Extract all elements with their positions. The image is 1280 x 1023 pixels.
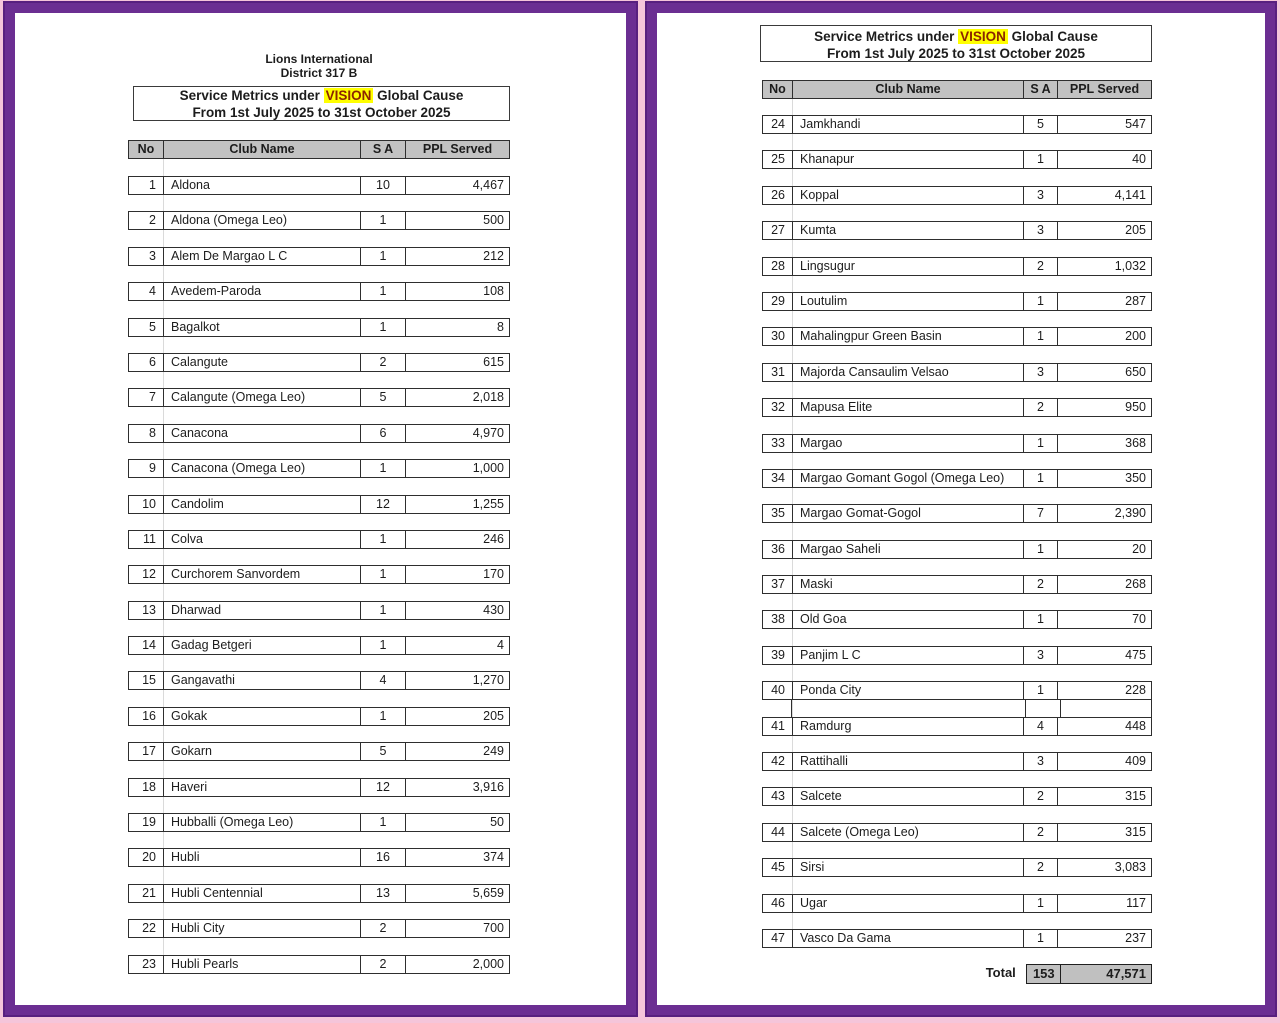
cell-club-name: Ponda City	[792, 682, 1023, 699]
cell-ppl-served: 2,018	[405, 389, 509, 406]
cell-ppl-served: 40	[1057, 151, 1151, 168]
cell-no: 13	[142, 602, 156, 617]
cell-sa: 2	[360, 354, 405, 371]
table-row	[128, 742, 510, 761]
cell-club-name: Vasco Da Gama	[792, 930, 1023, 947]
cell-sa: 5	[360, 743, 405, 760]
table-row	[762, 115, 1152, 134]
org-header	[128, 52, 510, 80]
table-row	[762, 292, 1152, 311]
cell-club-name: Canacona	[163, 425, 360, 442]
cell-ppl-served: 1,270	[405, 672, 509, 689]
cell-sa: 2	[360, 956, 405, 973]
cell-no: 42	[771, 754, 785, 769]
table-row	[762, 823, 1152, 842]
cell-no: 9	[149, 461, 156, 476]
table-row	[128, 459, 510, 478]
cell-club-name: Margao	[792, 435, 1023, 452]
cell-ppl-served: 4,141	[1057, 187, 1151, 204]
total-row	[762, 964, 1152, 984]
cell-club-name: Salcete	[792, 788, 1023, 805]
cell-sa: 3	[1023, 222, 1057, 239]
col-header-no: No	[769, 82, 786, 96]
table-row	[762, 752, 1152, 771]
cell-club-name: Old Goa	[792, 611, 1023, 628]
col-header-no: No	[137, 142, 155, 156]
cell-no: 40	[771, 683, 785, 698]
table-body	[762, 115, 1152, 948]
table-row	[128, 424, 510, 443]
cell-no: 47	[771, 930, 785, 945]
table-row	[128, 707, 510, 726]
table-header	[128, 140, 510, 159]
cell-ppl-served: 205	[405, 708, 509, 725]
cell-sa: 4	[1023, 718, 1057, 735]
cell-sa: 1	[1023, 930, 1057, 947]
cell-club-name: Curchorem Sanvordem	[163, 566, 360, 583]
table-row	[128, 813, 510, 832]
cell-no: 3	[149, 248, 156, 263]
cell-no: 14	[142, 638, 156, 653]
cell-sa: 1	[1023, 435, 1057, 452]
cell-no: 15	[142, 673, 156, 688]
cell-ppl-served: 249	[405, 743, 509, 760]
cell-no: 32	[771, 400, 785, 415]
document-page-1	[5, 3, 636, 1015]
title-highlight: VISION	[960, 29, 1006, 44]
cell-no: 7	[149, 390, 156, 405]
table-row	[762, 681, 1152, 700]
cell-ppl-served: 170	[405, 566, 509, 583]
cell-no: 45	[771, 860, 785, 875]
cell-ppl-served: 700	[405, 920, 509, 937]
table-row	[762, 540, 1152, 559]
cell-sa: 12	[360, 779, 405, 796]
cell-no: 33	[771, 435, 785, 450]
title-pre: Service Metrics under	[814, 29, 959, 44]
cell-ppl-served: 650	[1057, 364, 1151, 381]
cell-no: 6	[149, 354, 156, 369]
cell-ppl-served: 200	[1057, 328, 1151, 345]
cell-ppl-served: 287	[1057, 293, 1151, 310]
cell-ppl-served: 315	[1057, 824, 1151, 841]
table-header	[762, 80, 1152, 99]
cell-club-name: Gokak	[163, 708, 360, 725]
cell-sa: 3	[1023, 187, 1057, 204]
cell-club-name: Colva	[163, 531, 360, 548]
table-row	[762, 221, 1152, 240]
cell-ppl-served: 2,000	[405, 956, 509, 973]
table-row	[762, 929, 1152, 948]
cell-sa: 5	[360, 389, 405, 406]
cell-ppl-served: 4,970	[405, 425, 509, 442]
cell-club-name: Gokarn	[163, 743, 360, 760]
table-row	[762, 186, 1152, 205]
cell-club-name: Hubballi (Omega Leo)	[163, 814, 360, 831]
cell-sa: 2	[1023, 258, 1057, 275]
table-row	[128, 495, 510, 514]
table-row	[762, 894, 1152, 913]
table-row	[128, 211, 510, 230]
clubs-table-1	[128, 140, 510, 990]
cell-sa: 1	[360, 248, 405, 265]
cell-club-name: Majorda Cansaulim Velsao	[792, 364, 1023, 381]
cell-club-name: Avedem-Paroda	[163, 283, 360, 300]
cell-club-name: Kumta	[792, 222, 1023, 239]
table-row	[128, 282, 510, 301]
cell-ppl-served: 368	[1057, 435, 1151, 452]
cell-no: 30	[771, 329, 785, 344]
table-row	[762, 504, 1152, 523]
empty-cell	[1025, 700, 1060, 718]
cell-club-name: Bagalkot	[163, 319, 360, 336]
org-name: Lions International	[265, 52, 373, 66]
cell-no: 41	[771, 718, 785, 733]
cell-no: 46	[771, 895, 785, 910]
table-row	[762, 434, 1152, 453]
cell-no: 37	[771, 577, 785, 592]
cell-ppl-served: 2,390	[1057, 505, 1151, 522]
cell-club-name: Hubli Pearls	[163, 956, 360, 973]
cell-ppl-served: 205	[1057, 222, 1151, 239]
cell-ppl-served: 547	[1057, 116, 1151, 133]
cell-no: 44	[771, 824, 785, 839]
table-row	[762, 150, 1152, 169]
cell-club-name: Hubli	[163, 849, 360, 866]
cell-ppl-served: 1,032	[1057, 258, 1151, 275]
cell-club-name: Salcete (Omega Leo)	[792, 824, 1023, 841]
column-guide-line	[163, 159, 164, 959]
table-row	[762, 858, 1152, 877]
cell-no: 2	[149, 213, 156, 228]
cell-club-name: Alem De Margao L C	[163, 248, 360, 265]
table-row	[762, 717, 1152, 736]
cell-sa: 2	[1023, 788, 1057, 805]
report-title-box	[133, 86, 510, 121]
cell-sa: 3	[1023, 647, 1057, 664]
cell-sa: 1	[1023, 611, 1057, 628]
cell-club-name: Gadag Betgeri	[163, 637, 360, 654]
cell-no: 12	[142, 567, 156, 582]
cell-ppl-served: 246	[405, 531, 509, 548]
cell-sa: 5	[1023, 116, 1057, 133]
cell-sa: 1	[1023, 470, 1057, 487]
table-row	[762, 787, 1152, 806]
cell-sa: 1	[360, 814, 405, 831]
cell-ppl-served: 8	[405, 319, 509, 336]
empty-grid-cells-artifact	[791, 700, 1152, 718]
cell-ppl-served: 108	[405, 283, 509, 300]
cell-no: 19	[142, 815, 156, 830]
table-row	[762, 398, 1152, 417]
cell-ppl-served: 615	[405, 354, 509, 371]
report-title-line2: From 1st July 2025 to 31st October 2025	[192, 104, 451, 120]
table-row	[128, 919, 510, 938]
cell-club-name: Hubli Centennial	[163, 885, 360, 902]
cell-club-name: Jamkhandi	[792, 116, 1023, 133]
cell-club-name: Calangute	[163, 354, 360, 371]
total-label: Total	[985, 965, 1016, 981]
cell-ppl-served: 315	[1057, 788, 1151, 805]
cell-no: 23	[142, 956, 156, 971]
cell-sa: 3	[1023, 364, 1057, 381]
cell-sa: 1	[360, 637, 405, 654]
clubs-table-2	[762, 80, 1152, 984]
cell-no: 20	[142, 850, 156, 865]
cell-sa: 12	[360, 496, 405, 513]
cell-no: 24	[771, 117, 785, 131]
cell-no: 27	[771, 223, 785, 238]
table-row	[128, 318, 510, 337]
table-row	[762, 327, 1152, 346]
cell-ppl-served: 20	[1057, 541, 1151, 558]
cell-no: 5	[149, 319, 156, 334]
cell-club-name: Rattihalli	[792, 753, 1023, 770]
cell-sa: 13	[360, 885, 405, 902]
cell-ppl-served: 268	[1057, 576, 1151, 593]
cell-sa: 1	[1023, 151, 1057, 168]
table-row	[128, 388, 510, 407]
cell-ppl-served: 430	[405, 602, 509, 619]
cell-no: 18	[142, 779, 156, 794]
cell-sa: 2	[360, 920, 405, 937]
cell-club-name: Haveri	[163, 779, 360, 796]
table-row	[762, 610, 1152, 629]
title-post: Global Cause	[1007, 29, 1098, 44]
cell-ppl-served: 3,916	[405, 779, 509, 796]
cell-club-name: Hubli City	[163, 920, 360, 937]
cell-sa: 2	[1023, 399, 1057, 416]
cell-club-name: Candolim	[163, 496, 360, 513]
table-row	[128, 848, 510, 867]
cell-no: 22	[142, 921, 156, 936]
table-row	[762, 363, 1152, 382]
empty-cell	[791, 700, 1025, 718]
cell-sa: 1	[360, 602, 405, 619]
cell-no: 36	[771, 541, 785, 556]
title-highlight: VISION	[325, 88, 372, 103]
cell-club-name: Khanapur	[792, 151, 1023, 168]
report-title-line1	[761, 29, 1151, 46]
cell-ppl-served: 950	[1057, 399, 1151, 416]
cell-club-name: Ramdurg	[792, 718, 1023, 735]
cell-sa: 3	[1023, 753, 1057, 770]
cell-club-name: Aldona (Omega Leo)	[163, 212, 360, 229]
col-header-club-name: Club Name	[163, 141, 360, 158]
cell-ppl-served: 212	[405, 248, 509, 265]
table-row	[128, 565, 510, 584]
cell-sa: 1	[1023, 682, 1057, 699]
cell-ppl-served: 5,659	[405, 885, 509, 902]
cell-ppl-served: 70	[1057, 611, 1151, 628]
cell-no: 35	[771, 506, 785, 521]
cell-ppl-served: 1,255	[405, 496, 509, 513]
cell-ppl-served: 1,000	[405, 460, 509, 477]
col-header-club-name: Club Name	[792, 81, 1023, 98]
total-ppl-served-value: 47,571	[1060, 964, 1152, 984]
cell-no: 39	[771, 647, 785, 662]
report-title-line1	[134, 88, 509, 105]
cell-sa: 1	[360, 212, 405, 229]
cell-club-name: Maski	[792, 576, 1023, 593]
table-row	[128, 884, 510, 903]
cell-club-name: Dharwad	[163, 602, 360, 619]
cell-club-name: Gangavathi	[163, 672, 360, 689]
table-row	[128, 778, 510, 797]
table-row	[128, 353, 510, 372]
cell-ppl-served: 350	[1057, 470, 1151, 487]
cell-sa: 1	[360, 531, 405, 548]
col-header-ppl-served: PPL Served	[405, 141, 509, 158]
cell-club-name: Aldona	[163, 177, 360, 194]
cell-ppl-served: 4,467	[405, 177, 509, 194]
cell-club-name: Canacona (Omega Leo)	[163, 460, 360, 477]
cell-sa: 2	[1023, 824, 1057, 841]
cell-no: 8	[149, 425, 156, 440]
table-row	[128, 530, 510, 549]
cell-sa: 6	[360, 425, 405, 442]
cell-sa: 1	[360, 460, 405, 477]
cell-no: 21	[142, 885, 156, 900]
cell-club-name: Panjim L C	[792, 647, 1023, 664]
cell-club-name: Margao Gomant Gogol (Omega Leo)	[792, 470, 1023, 487]
cell-sa: 2	[1023, 859, 1057, 876]
report-title-box	[760, 25, 1152, 62]
total-sa-value: 153	[1026, 964, 1062, 984]
cell-no: 29	[771, 293, 785, 308]
cell-sa: 2	[1023, 576, 1057, 593]
cell-ppl-served: 409	[1057, 753, 1151, 770]
cell-sa: 10	[360, 177, 405, 194]
cell-no: 25	[771, 152, 785, 167]
table-row	[128, 247, 510, 266]
cell-no: 1	[149, 178, 156, 192]
cell-sa: 1	[360, 566, 405, 583]
cell-no: 28	[771, 258, 785, 273]
table-row	[762, 646, 1152, 665]
col-header-sa: S A	[360, 141, 405, 158]
cell-ppl-served: 500	[405, 212, 509, 229]
report-title-line2: From 1st July 2025 to 31st October 2025	[826, 45, 1086, 61]
cell-club-name: Ugar	[792, 895, 1023, 912]
col-header-ppl-served: PPL Served	[1057, 81, 1151, 98]
table-row	[762, 575, 1152, 594]
table-row	[128, 636, 510, 655]
cell-no: 17	[142, 744, 156, 759]
cell-sa: 16	[360, 849, 405, 866]
cell-no: 26	[771, 187, 785, 202]
cell-ppl-served: 4	[405, 637, 509, 654]
cell-club-name: Margao Gomat-Gogol	[792, 505, 1023, 522]
cell-no: 38	[771, 612, 785, 627]
cell-no: 43	[771, 789, 785, 804]
cell-sa: 1	[1023, 895, 1057, 912]
cell-club-name: Sirsi	[792, 859, 1023, 876]
table-row	[128, 601, 510, 620]
title-post: Global Cause	[373, 88, 464, 103]
cell-ppl-served: 448	[1057, 718, 1151, 735]
table-row	[128, 955, 510, 974]
table-row	[762, 469, 1152, 488]
table-body	[128, 176, 510, 974]
cell-club-name: Mapusa Elite	[792, 399, 1023, 416]
table-row	[128, 671, 510, 690]
cell-ppl-served: 237	[1057, 930, 1151, 947]
cell-ppl-served: 50	[405, 814, 509, 831]
cell-no: 4	[149, 284, 156, 299]
district-name: District 317 B	[280, 66, 358, 80]
cell-sa: 4	[360, 672, 405, 689]
cell-no: 31	[771, 364, 785, 379]
table-row	[762, 257, 1152, 276]
cell-club-name: Margao Saheli	[792, 541, 1023, 558]
cell-club-name: Lingsugur	[792, 258, 1023, 275]
cell-no: 34	[771, 470, 785, 485]
cell-sa: 1	[360, 319, 405, 336]
empty-cell	[1060, 700, 1152, 718]
cell-sa: 1	[1023, 293, 1057, 310]
cell-ppl-served: 228	[1057, 682, 1151, 699]
cell-club-name: Koppal	[792, 187, 1023, 204]
cell-sa: 7	[1023, 505, 1057, 522]
col-header-sa: S A	[1023, 81, 1057, 98]
cell-ppl-served: 374	[405, 849, 509, 866]
cell-club-name: Mahalingpur Green Basin	[792, 328, 1023, 345]
cell-ppl-served: 3,083	[1057, 859, 1151, 876]
cell-no: 16	[142, 708, 156, 723]
cell-sa: 1	[1023, 328, 1057, 345]
cell-ppl-served: 475	[1057, 647, 1151, 664]
cell-sa: 1	[1023, 541, 1057, 558]
cell-club-name: Loutulim	[792, 293, 1023, 310]
cell-no: 10	[142, 496, 156, 511]
table-row	[128, 176, 510, 195]
document-page-2	[647, 3, 1275, 1015]
cell-sa: 1	[360, 283, 405, 300]
cell-no: 11	[143, 531, 156, 546]
cell-ppl-served: 117	[1057, 895, 1151, 912]
title-pre: Service Metrics under	[179, 88, 324, 103]
cell-club-name: Calangute (Omega Leo)	[163, 389, 360, 406]
cell-sa: 1	[360, 708, 405, 725]
